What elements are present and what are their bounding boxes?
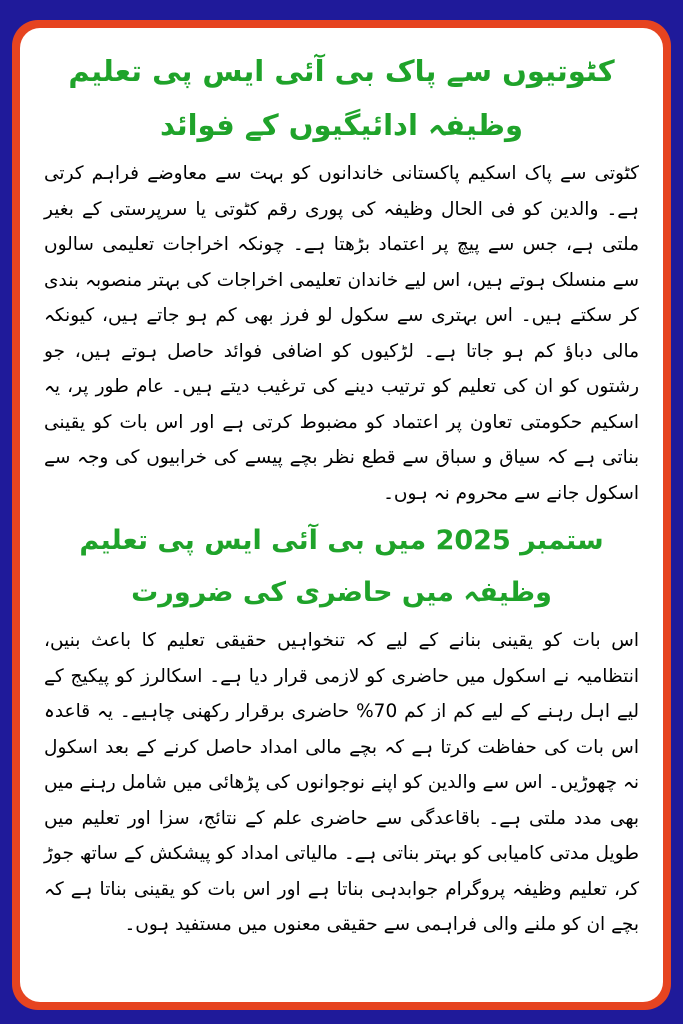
section2-body: اس بات کو یقینی بنانے کے لیے کہ تنخواہیں حقیقی تعلیم کا باعث بنیں، انتظامیہ نے اسکول میں حاضری کو لازمی قرار دیا ہے۔ اسکالرز کو پیکیج کے لیے اہل رہنے کے لیے کم از کم 70% حاضری برقرار رکھنی چاہیے۔ یہ قاعدہ اس بات کی حفاظت کرتا ہے کہ بچے مالی امداد حاصل کرنے کے بعد اسکول نہ چھوڑیں۔ اس سے والدین کو اپنے نوجوانوں کی پڑھائی میں شامل رہنے میں بھی مدد ملتی ہے۔ باقاعدگی سے حاضری علم کے نتائج، سزا اور تعلیم میں طویل مدتی کامیابی کو بہتر بناتی ہے۔ مالیاتی امداد کو پیشکش کے ساتھ جوڑ کر، تعلیم وظیفہ پروگرام جوابدہی بناتا ہے اور اس بات کو یقینی بناتا ہے کہ بچے ان کو ملنے والی فراہمی سے حقیقی معنوں میں مستفید ہوں۔ <box>44 630 639 935</box>
article <box>20 28 663 1002</box>
section2-heading: ستمبر 2025 میں بی آئی ایس پی تعلیم وظیفہ میں حاضری کی ضرورت <box>79 525 604 608</box>
section1-body: کٹوتی سے پاک اسکیم پاکستانی خاندانوں کو بہت سے معاوضے فراہم کرتی ہے۔ والدین کو فی الحال وظیفہ کی پوری رقم کٹوتی یا سرپرستی کے بغیر ملتی ہے، جس سے پیچ پر اعتماد بڑھتا ہے۔ چونکہ اخراجات تعلیمی سالوں سے منسلک ہوتے ہیں، اس لیے خاندان تعلیمی اخراجات کی بہتر منصوبہ بندی کر سکتے ہیں۔ اس بہتری سے سکول لو فرز بھی کم ہو جاتے ہیں، کیونکہ مالی دباؤ کم ہو جاتا ہے۔ لڑکیوں کو اضافی فوائد حاصل ہوتے ہیں، جو رشتوں کو ان کی تعلیم کو ترتیب دینے کی ترغیب دیتے ہیں۔ عام طور پر، یہ اسکیم حکومتی تعاون پر اعتماد کو مضبوط کرتی ہے اور اس بات کو یقینی بناتی ہے کہ سیاق و سباق سے قطع نظر بچے پیسے کی خرابیوں کی وجہ سے اسکول جانے سے محروم نہ ہوں۔ <box>44 163 639 504</box>
section1-heading: کٹوتیوں سے پاک بی آئی ایس پی تعلیم وظیفہ ادائیگیوں کے فوائد <box>68 54 615 142</box>
content-panel <box>20 28 663 1002</box>
orange-frame <box>12 20 671 1010</box>
